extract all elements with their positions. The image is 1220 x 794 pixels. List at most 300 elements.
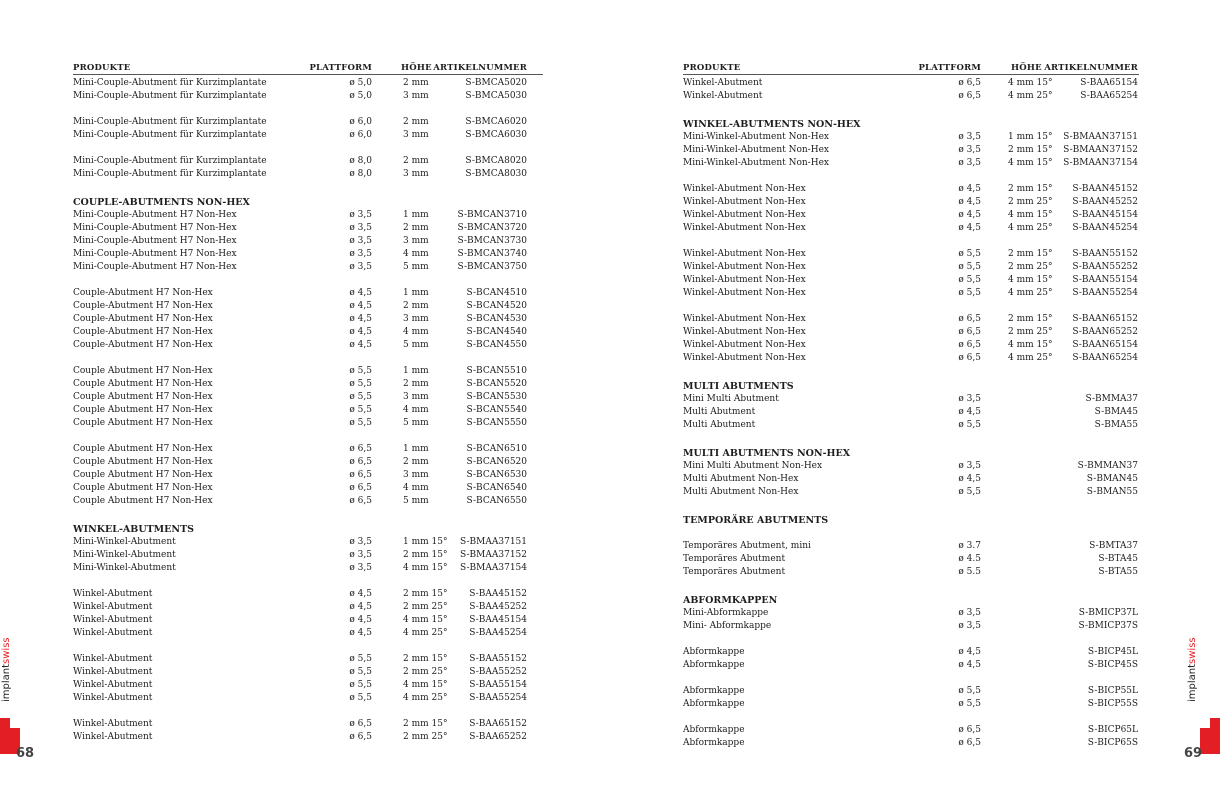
platform-value: ø 5,5 bbox=[958, 262, 981, 272]
height-value: 4 mm 25° bbox=[1008, 223, 1053, 233]
product-name: Couple Abutment H7 Non-Hex bbox=[73, 496, 213, 506]
article-number: S-BMCA5030 bbox=[465, 91, 527, 101]
height-value: 1 mm bbox=[403, 210, 429, 220]
table-row bbox=[73, 731, 543, 744]
article-number: S-BCAN5540 bbox=[466, 405, 527, 415]
height-value: 5 mm bbox=[403, 262, 429, 272]
row-spacer bbox=[73, 181, 543, 194]
article-number: S-BICP65S bbox=[1087, 738, 1138, 748]
table-row bbox=[683, 685, 1139, 698]
platform-value: ø 6,5 bbox=[349, 719, 372, 729]
table-row bbox=[683, 607, 1139, 620]
article-number: S-BAAN45252 bbox=[1072, 197, 1138, 207]
table-row bbox=[73, 666, 543, 679]
table-header bbox=[683, 62, 1139, 75]
platform-value: ø 4,5 bbox=[349, 589, 372, 599]
table-row bbox=[73, 588, 543, 601]
platform-value: ø 4,5 bbox=[349, 602, 372, 612]
article-number: S-BCAN4550 bbox=[466, 340, 527, 350]
article-number: S-BMTA37 bbox=[1089, 541, 1138, 551]
brand-suffix: swiss bbox=[1, 637, 12, 664]
table-row bbox=[73, 116, 543, 129]
platform-value: ø 8,0 bbox=[349, 156, 372, 166]
table-row bbox=[683, 77, 1139, 90]
article-number: S-BAA45252 bbox=[469, 602, 527, 612]
table-row bbox=[73, 562, 543, 575]
table-row bbox=[73, 90, 543, 103]
header-product: PRODUKTE bbox=[73, 63, 131, 73]
header-article: ARTIKELNUMMER bbox=[1044, 63, 1138, 73]
table-row bbox=[73, 235, 543, 248]
platform-value: ø 3,5 bbox=[349, 262, 372, 272]
table-row bbox=[73, 287, 543, 300]
table-row bbox=[683, 460, 1139, 473]
table-row bbox=[73, 443, 543, 456]
article-number: S-BMCA8030 bbox=[465, 169, 527, 179]
height-value: 4 mm 15° bbox=[403, 680, 448, 690]
height-value: 2 mm bbox=[403, 301, 429, 311]
table-row bbox=[683, 419, 1139, 432]
article-number: S-BCAN4540 bbox=[466, 327, 527, 337]
platform-value: ø 4,5 bbox=[958, 197, 981, 207]
product-name: Winkel-Abutment bbox=[73, 654, 153, 664]
section-heading: COUPLE-ABUTMENTS NON-HEX bbox=[73, 197, 250, 208]
article-number: S-BMA55 bbox=[1094, 420, 1138, 430]
article-number: S-BMAA37152 bbox=[460, 550, 527, 560]
platform-value: ø 5,5 bbox=[349, 693, 372, 703]
table-row bbox=[73, 365, 543, 378]
row-spacer bbox=[683, 235, 1139, 248]
platform-value: ø 3,5 bbox=[349, 249, 372, 259]
platform-value: ø 4,5 bbox=[958, 210, 981, 220]
row-spacer bbox=[683, 170, 1139, 183]
platform-value: ø 5,5 bbox=[349, 418, 372, 428]
right-rows bbox=[683, 77, 1139, 750]
article-number: S-BTA45 bbox=[1098, 554, 1138, 564]
article-number: S-BMMAN37 bbox=[1077, 461, 1138, 471]
product-name: Couple-Abutment H7 Non-Hex bbox=[73, 301, 213, 311]
table-row bbox=[73, 469, 543, 482]
article-number: S-BAAN65152 bbox=[1072, 314, 1138, 324]
platform-value: ø 5,5 bbox=[958, 249, 981, 259]
article-number: S-BCAN6520 bbox=[466, 457, 527, 467]
product-name: Winkel-Abutment bbox=[73, 680, 153, 690]
product-name: Winkel-Abutment bbox=[73, 732, 153, 742]
platform-value: ø 6,5 bbox=[958, 91, 981, 101]
article-number: S-BICP55L bbox=[1087, 686, 1138, 696]
article-number: S-BAAN45152 bbox=[1072, 184, 1138, 194]
article-number: S-BAA45254 bbox=[469, 628, 527, 638]
article-number: S-BAA55152 bbox=[469, 654, 527, 664]
table-row bbox=[683, 131, 1139, 144]
height-value: 2 mm 25° bbox=[1008, 197, 1053, 207]
article-number: S-BAAN55154 bbox=[1072, 275, 1138, 285]
product-name: Abformkappe bbox=[683, 686, 745, 696]
product-name: Winkel-Abutment Non-Hex bbox=[683, 340, 806, 350]
row-spacer bbox=[73, 430, 543, 443]
table-row bbox=[73, 222, 543, 235]
platform-value: ø 6,5 bbox=[958, 327, 981, 337]
header-product: PRODUKTE bbox=[683, 63, 741, 73]
article-number: S-BAAN65254 bbox=[1072, 353, 1138, 363]
header-height: HÖHE bbox=[401, 63, 432, 73]
row-spacer bbox=[683, 579, 1139, 592]
platform-value: ø 4,5 bbox=[958, 223, 981, 233]
height-value: 4 mm 25° bbox=[1008, 353, 1053, 363]
product-name: Abformkappe bbox=[683, 738, 745, 748]
product-name: Couple Abutment H7 Non-Hex bbox=[73, 470, 213, 480]
row-spacer bbox=[683, 432, 1139, 445]
article-number: S-BICP65L bbox=[1087, 725, 1138, 735]
product-name: Winkel-Abutment Non-Hex bbox=[683, 314, 806, 324]
height-value: 3 mm bbox=[403, 130, 429, 140]
article-number: S-BAA65154 bbox=[1080, 78, 1138, 88]
platform-value: ø 6,5 bbox=[958, 738, 981, 748]
height-value: 4 mm 15° bbox=[1008, 340, 1053, 350]
platform-value: ø 4,5 bbox=[958, 660, 981, 670]
article-number: S-BAA55154 bbox=[469, 680, 527, 690]
product-name: Multi Abutment Non-Hex bbox=[683, 474, 799, 484]
table-row bbox=[683, 698, 1139, 711]
product-name: Winkel-Abutment bbox=[683, 91, 763, 101]
product-name: Couple Abutment H7 Non-Hex bbox=[73, 483, 213, 493]
platform-value: ø 3,5 bbox=[349, 550, 372, 560]
product-name: Winkel-Abutment bbox=[73, 693, 153, 703]
article-number: S-BAAN45154 bbox=[1072, 210, 1138, 220]
row-spacer bbox=[73, 274, 543, 287]
product-name: Couple Abutment H7 Non-Hex bbox=[73, 392, 213, 402]
table-row bbox=[73, 300, 543, 313]
platform-value: ø 3,5 bbox=[349, 563, 372, 573]
section-heading: WINKEL-ABUTMENTS bbox=[73, 524, 195, 535]
header-height: HÖHE bbox=[1011, 63, 1042, 73]
row-spacer bbox=[73, 640, 543, 653]
product-name: Couple Abutment H7 Non-Hex bbox=[73, 405, 213, 415]
product-name: Mini- Abformkappe bbox=[683, 621, 772, 631]
article-number: S-BMICP37L bbox=[1078, 608, 1138, 618]
height-value: 1 mm bbox=[403, 444, 429, 454]
table-row bbox=[683, 473, 1139, 486]
row-spacer bbox=[683, 365, 1139, 378]
table-row bbox=[73, 417, 543, 430]
page-number-left: 68 bbox=[16, 746, 35, 761]
brand-bar-right bbox=[1210, 718, 1220, 754]
product-name: Winkel-Abutment bbox=[73, 719, 153, 729]
product-name: Couple Abutment H7 Non-Hex bbox=[73, 379, 213, 389]
height-value: 1 mm 15° bbox=[1008, 132, 1053, 142]
height-value: 3 mm bbox=[403, 169, 429, 179]
table-row bbox=[73, 313, 543, 326]
product-name: Abformkappe bbox=[683, 725, 745, 735]
product-name: Winkel-Abutment Non-Hex bbox=[683, 275, 806, 285]
article-number: S-BCAN4530 bbox=[466, 314, 527, 324]
article-number: S-BMCAN3730 bbox=[457, 236, 527, 246]
height-value: 3 mm bbox=[403, 470, 429, 480]
product-name: Mini-Winkel-Abutment Non-Hex bbox=[683, 132, 829, 142]
article-number: S-BMCAN3750 bbox=[457, 262, 527, 272]
platform-value: ø 4,5 bbox=[349, 327, 372, 337]
height-value: 2 mm 25° bbox=[1008, 327, 1053, 337]
article-number: S-BICP45S bbox=[1087, 660, 1138, 670]
product-name: Winkel-Abutment Non-Hex bbox=[683, 210, 806, 220]
platform-value: ø 4.5 bbox=[958, 554, 981, 564]
table-row bbox=[683, 553, 1139, 566]
height-value: 5 mm bbox=[403, 418, 429, 428]
platform-value: ø 6,5 bbox=[958, 78, 981, 88]
table-row bbox=[73, 129, 543, 142]
platform-value: ø 5,5 bbox=[349, 680, 372, 690]
article-number: S-BCAN6550 bbox=[466, 496, 527, 506]
article-number: S-BMAA37151 bbox=[460, 537, 527, 547]
header-article: ARTIKELNUMMER bbox=[433, 63, 527, 73]
height-value: 2 mm 25° bbox=[403, 667, 448, 677]
height-value: 2 mm bbox=[403, 117, 429, 127]
table-row bbox=[683, 486, 1139, 499]
article-number: S-BMAAN37151 bbox=[1063, 132, 1138, 142]
product-name: Winkel-Abutment bbox=[683, 78, 763, 88]
platform-value: ø 5,5 bbox=[958, 686, 981, 696]
table-row bbox=[683, 222, 1139, 235]
platform-value: ø 4,5 bbox=[349, 288, 372, 298]
platform-value: ø 4,5 bbox=[958, 407, 981, 417]
height-value: 2 mm 15° bbox=[1008, 249, 1053, 259]
product-name: Winkel-Abutment Non-Hex bbox=[683, 327, 806, 337]
brand-suffix: swiss bbox=[1187, 637, 1198, 664]
brand-name: implant bbox=[1187, 663, 1198, 702]
article-number: S-BMCAN3720 bbox=[457, 223, 527, 233]
height-value: 2 mm 15° bbox=[403, 550, 448, 560]
article-number: S-BMAN45 bbox=[1086, 474, 1138, 484]
article-number: S-BAAN55254 bbox=[1072, 288, 1138, 298]
product-name: Winkel-Abutment bbox=[73, 602, 153, 612]
table-row bbox=[683, 326, 1139, 339]
platform-value: ø 5,5 bbox=[958, 699, 981, 709]
platform-value: ø 6,5 bbox=[349, 470, 372, 480]
product-name: Multi Abutment bbox=[683, 420, 756, 430]
height-value: 4 mm 15° bbox=[403, 615, 448, 625]
height-value: 4 mm 15° bbox=[1008, 210, 1053, 220]
table-row bbox=[73, 536, 543, 549]
platform-value: ø 6,5 bbox=[958, 725, 981, 735]
table-row bbox=[73, 456, 543, 469]
article-number: S-BCAN5520 bbox=[466, 379, 527, 389]
product-name: Mini-Couple-Abutment H7 Non-Hex bbox=[73, 249, 237, 259]
table-row bbox=[73, 209, 543, 222]
height-value: 4 mm 15° bbox=[1008, 275, 1053, 285]
table-row bbox=[73, 549, 543, 562]
header-platform: PLATTFORM bbox=[918, 63, 981, 73]
table-row bbox=[683, 183, 1139, 196]
platform-value: ø 3,5 bbox=[958, 132, 981, 142]
section-heading: WINKEL-ABUTMENTS NON-HEX bbox=[683, 119, 861, 130]
platform-value: ø 3,5 bbox=[958, 145, 981, 155]
article-number: S-BAA65254 bbox=[1080, 91, 1138, 101]
product-name: Mini-Couple-Abutment H7 Non-Hex bbox=[73, 236, 237, 246]
section-heading: TEMPORÄRE ABUTMENTS bbox=[683, 515, 829, 526]
table-row bbox=[73, 692, 543, 705]
row-spacer bbox=[683, 300, 1139, 313]
platform-value: ø 4,5 bbox=[349, 615, 372, 625]
height-value: 2 mm 15° bbox=[1008, 314, 1053, 324]
platform-value: ø 4,5 bbox=[349, 314, 372, 324]
table-row bbox=[73, 391, 543, 404]
article-number: S-BMCA5020 bbox=[465, 78, 527, 88]
brand-bar-left bbox=[0, 718, 10, 754]
right-page-table bbox=[683, 62, 1139, 750]
platform-value: ø 5,5 bbox=[349, 405, 372, 415]
product-name: Mini Multi Abutment bbox=[683, 394, 779, 404]
height-value: 1 mm 15° bbox=[403, 537, 448, 547]
row-spacer bbox=[73, 575, 543, 588]
platform-value: ø 3,5 bbox=[349, 223, 372, 233]
platform-value: ø 6,5 bbox=[958, 353, 981, 363]
product-name: Winkel-Abutment Non-Hex bbox=[683, 288, 806, 298]
row-spacer bbox=[73, 508, 543, 521]
height-value: 2 mm bbox=[403, 156, 429, 166]
product-name: Winkel-Abutment Non-Hex bbox=[683, 197, 806, 207]
table-row bbox=[683, 157, 1139, 170]
platform-value: ø 3,5 bbox=[958, 394, 981, 404]
table-row bbox=[683, 352, 1139, 365]
table-row bbox=[73, 77, 543, 90]
row-spacer bbox=[683, 633, 1139, 646]
left-page-table bbox=[73, 62, 543, 744]
product-name: Abformkappe bbox=[683, 647, 745, 657]
table-row bbox=[73, 155, 543, 168]
product-name: Mini-Couple-Abutment für Kurzimplantate bbox=[73, 117, 267, 127]
product-name: Winkel-Abutment Non-Hex bbox=[683, 249, 806, 259]
article-number: S-BTA55 bbox=[1098, 567, 1138, 577]
article-number: S-BICP55S bbox=[1087, 699, 1138, 709]
platform-value: ø 5,5 bbox=[958, 275, 981, 285]
height-value: 4 mm 25° bbox=[403, 628, 448, 638]
platform-value: ø 4,5 bbox=[958, 184, 981, 194]
platform-value: ø 3,5 bbox=[958, 461, 981, 471]
platform-value: ø 6,5 bbox=[349, 483, 372, 493]
product-name: Winkel-Abutment bbox=[73, 628, 153, 638]
platform-value: ø 5,5 bbox=[349, 392, 372, 402]
product-name: Winkel-Abutment bbox=[73, 667, 153, 677]
platform-value: ø 4,5 bbox=[958, 647, 981, 657]
platform-value: ø 6,5 bbox=[349, 732, 372, 742]
platform-value: ø 5,5 bbox=[349, 366, 372, 376]
table-row bbox=[73, 168, 543, 181]
height-value: 2 mm 15° bbox=[403, 654, 448, 664]
row-spacer bbox=[73, 705, 543, 718]
product-name: Abformkappe bbox=[683, 660, 745, 670]
article-number: S-BCAN5530 bbox=[466, 392, 527, 402]
row-spacer bbox=[683, 672, 1139, 685]
article-number: S-BAA55254 bbox=[469, 693, 527, 703]
height-value: 2 mm 25° bbox=[403, 602, 448, 612]
row-spacer bbox=[683, 527, 1139, 540]
product-name: Couple Abutment H7 Non-Hex bbox=[73, 444, 213, 454]
height-value: 4 mm bbox=[403, 327, 429, 337]
table-row bbox=[683, 248, 1139, 261]
product-name: Mini-Winkel-Abutment bbox=[73, 550, 176, 560]
section-heading: ABFORMKAPPEN bbox=[683, 595, 778, 606]
table-row bbox=[73, 679, 543, 692]
height-value: 4 mm bbox=[403, 405, 429, 415]
table-row bbox=[73, 495, 543, 508]
platform-value: ø 4,5 bbox=[349, 628, 372, 638]
table-row bbox=[683, 313, 1139, 326]
product-name: Mini-Couple-Abutment H7 Non-Hex bbox=[73, 210, 237, 220]
height-value: 2 mm bbox=[403, 223, 429, 233]
row-spacer bbox=[683, 103, 1139, 116]
table-row bbox=[683, 737, 1139, 750]
product-name: Temporäres Abutment bbox=[683, 554, 786, 564]
article-number: S-BCAN6540 bbox=[466, 483, 527, 493]
height-value: 2 mm bbox=[403, 78, 429, 88]
table-row bbox=[683, 90, 1139, 103]
platform-value: ø 3,5 bbox=[349, 537, 372, 547]
product-name: Couple-Abutment H7 Non-Hex bbox=[73, 340, 213, 350]
product-name: Couple Abutment H7 Non-Hex bbox=[73, 418, 213, 428]
platform-value: ø 4,5 bbox=[349, 340, 372, 350]
product-name: Mini-Couple-Abutment H7 Non-Hex bbox=[73, 223, 237, 233]
product-name: Winkel-Abutment Non-Hex bbox=[683, 223, 806, 233]
table-row bbox=[683, 393, 1139, 406]
platform-value: ø 6,5 bbox=[349, 496, 372, 506]
table-row bbox=[73, 482, 543, 495]
table-row bbox=[683, 540, 1139, 553]
platform-value: ø 4,5 bbox=[958, 474, 981, 484]
product-name: Winkel-Abutment bbox=[73, 615, 153, 625]
height-value: 4 mm 15° bbox=[1008, 78, 1053, 88]
height-value: 3 mm bbox=[403, 392, 429, 402]
table-row bbox=[73, 248, 543, 261]
height-value: 4 mm 25° bbox=[403, 693, 448, 703]
height-value: 4 mm 25° bbox=[1008, 288, 1053, 298]
table-row bbox=[683, 646, 1139, 659]
product-name: Temporäres Abutment, mini bbox=[683, 541, 811, 551]
product-name: Mini-Couple-Abutment H7 Non-Hex bbox=[73, 262, 237, 272]
article-number: S-BCAN6530 bbox=[466, 470, 527, 480]
platform-value: ø 3,5 bbox=[958, 158, 981, 168]
table-row bbox=[73, 653, 543, 666]
article-number: S-BMCAN3740 bbox=[457, 249, 527, 259]
height-value: 5 mm bbox=[403, 340, 429, 350]
product-name: Couple Abutment H7 Non-Hex bbox=[73, 366, 213, 376]
article-number: S-BMAN55 bbox=[1086, 487, 1138, 497]
table-row bbox=[683, 261, 1139, 274]
table-row bbox=[683, 566, 1139, 579]
product-name: Multi Abutment bbox=[683, 407, 756, 417]
product-name: Couple-Abutment H7 Non-Hex bbox=[73, 314, 213, 324]
product-name: Mini-Couple-Abutment für Kurzimplantate bbox=[73, 130, 267, 140]
article-number: S-BAAN65252 bbox=[1072, 327, 1138, 337]
product-name: Winkel-Abutment Non-Hex bbox=[683, 184, 806, 194]
platform-value: ø 4,5 bbox=[349, 301, 372, 311]
height-value: 3 mm bbox=[403, 236, 429, 246]
height-value: 2 mm 15° bbox=[1008, 145, 1053, 155]
article-number: S-BAAN45254 bbox=[1072, 223, 1138, 233]
header-platform: PLATTFORM bbox=[309, 63, 372, 73]
table-header bbox=[73, 62, 543, 75]
row-spacer bbox=[73, 103, 543, 116]
platform-value: ø 3,5 bbox=[349, 236, 372, 246]
table-row bbox=[683, 274, 1139, 287]
article-number: S-BCAN4520 bbox=[466, 301, 527, 311]
article-number: S-BMICP37S bbox=[1078, 621, 1138, 631]
article-number: S-BAA65252 bbox=[469, 732, 527, 742]
section-heading: MULTI ABUTMENTS bbox=[683, 381, 794, 392]
article-number: S-BAAN55152 bbox=[1072, 249, 1138, 259]
article-number: S-BMCA6030 bbox=[465, 130, 527, 140]
product-name: Couple-Abutment H7 Non-Hex bbox=[73, 288, 213, 298]
table-row bbox=[73, 614, 543, 627]
